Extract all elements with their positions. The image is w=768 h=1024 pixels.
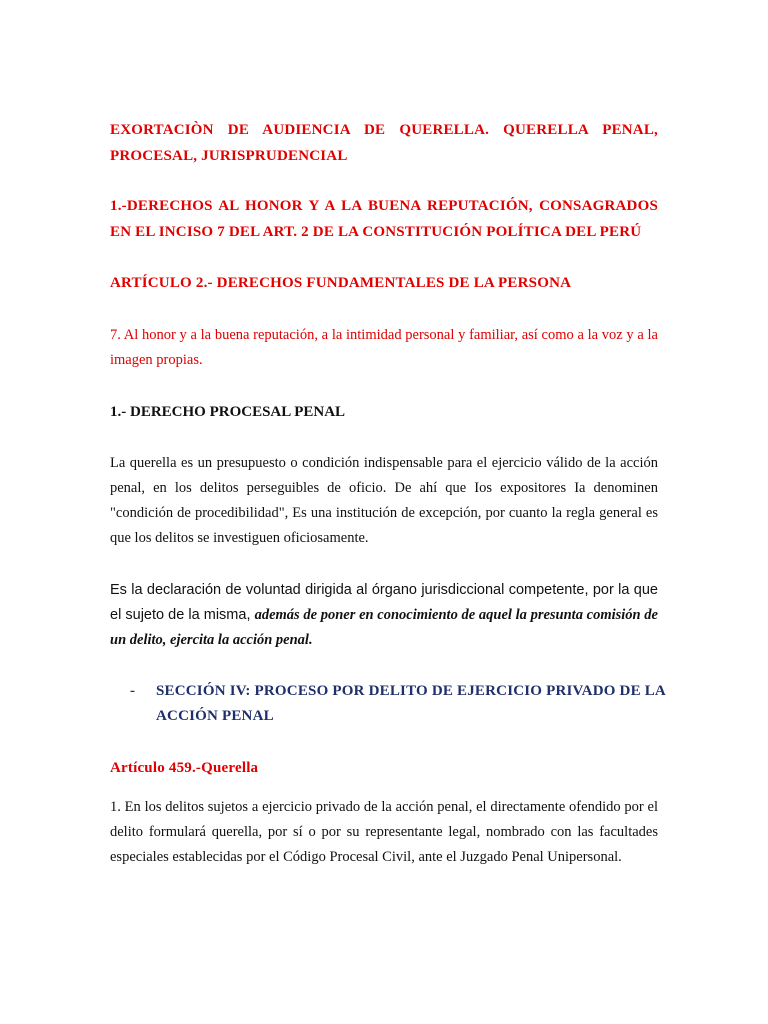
section-heading-derecho-procesal: 1.- DERECHO PROCESAL PENAL	[110, 404, 346, 420]
paragraph-declaracion-plain-text: Es la declaración de voluntad dirigida al órgano jurisdiccional competente, por la que el sujeto de la misma,	[110, 582, 658, 623]
seccion-iv-heading: SECCIÓN IV: PROCESO POR DELITO DE EJERCICIO PRIVADO DE LA ACCIÓN PENAL	[156, 683, 666, 724]
bullet-dash-icon: -	[130, 683, 135, 699]
article-459-paragraph-1: 1. En los delitos sujetos a ejercicio privado de la acción penal, el directamente ofendido por el delito formulará querella, por sí o por su representante legal, nombrado con las facultades especiales establecidas por el Código Procesal Civil, ante el Juzgado Penal Unipersonal.	[110, 799, 658, 865]
document-title: EXORTACIÒN DE AUDIENCIA DE QUERELLA. QUERELLA PENAL, PROCESAL, JURISPRUDENCIAL	[110, 122, 658, 164]
article-2-heading: ARTÍCULO 2.- DERECHOS FUNDAMENTALES DE LA PERSONA	[110, 275, 572, 291]
section-heading-derechos-honor: 1.-DERECHOS AL HONOR Y A LA BUENA REPUTACIÓN, CONSAGRADOS EN EL INCISO 7 DEL ART. 2 DE LA CONSTITUCIÓN POLÍTICA DEL PERÚ	[110, 198, 658, 240]
article-2-item-7: 7. Al honor y a la buena reputación, a la intimidad personal y familiar, así como a la voz y a la imagen propias.	[110, 327, 658, 368]
paragraph-declaracion-emphasis: además de poner en conocimiento de aquel la presunta comisión de un delito, ejercita la acción penal.	[110, 607, 658, 648]
paragraph-querella-definition: La querella es un presupuesto o condición indispensable para el ejercicio válido de la acción penal, en los delitos perseguibles de oficio. De ahí que Ios expositores Ia denominen "condición de procedibilidad", Es una institución de excepción, por cuanto la regla general es que los delitos se investiguen oficiosamente.	[110, 455, 658, 546]
article-459-heading: Artículo 459.-Querella	[110, 760, 259, 776]
paragraph-declaracion-voluntad	[110, 578, 658, 653]
